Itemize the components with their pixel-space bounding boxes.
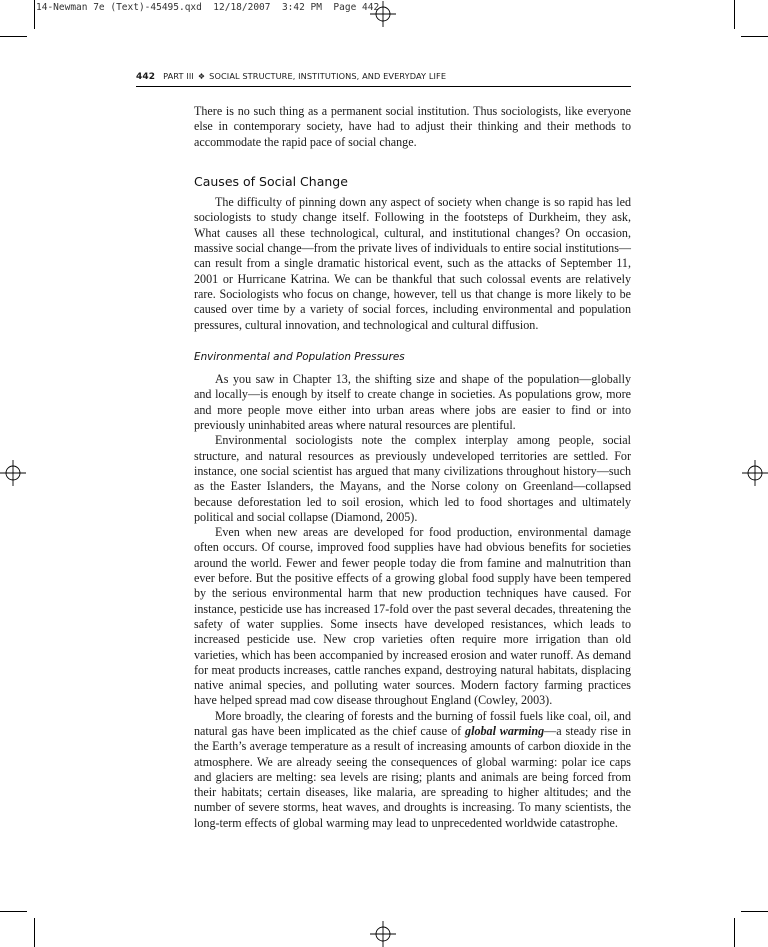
registration-mark-icon — [370, 921, 396, 947]
paragraph-text: —a steady rise in the Earth’s average temperature as a result of increasing amounts of carbon dioxide in the atmosphere. We are already seeing the consequences of global warming: polar ice caps and glaciers are melting: sea levels are rising; plants and animals are being forced from their habitats; certain diseases, like malaria, are spreading to higher altitudes; and the number of severe storms, heat waves, and droughts is increasing. To many scientists, the long-term effects of global warming may lead to unprecedented worldwide catastrophe. — [194, 723, 631, 830]
paragraph-text: More broadly, the clearing of forests and the burning of fossil fuels like coal, oil, and natural gas have been implicated as the chief cause of — [194, 708, 631, 738]
causes-paragraph: The difficulty of pinning down any aspect of society when change is so rapid has led sociologists to study change itself. Following in the footsteps of Durkheim, they ask, What causes all these technological, cultural, and institutional changes? On occasion, massive social change—from the private lives of individuals to entire social institutions—can result from a single dramatic historical event, such as the attacks of September 11, 2001 or Hurricane Katrina. We can be thankful that such colossal events are relatively rare. Sociologists who focus on change, however, tell us that change is more likely to be caused over time by a variety of social forces, including environmental and population pressures, cultural innovation, and technological and cultural diffusion. — [194, 195, 631, 332]
part-label: PART III — [163, 71, 194, 81]
crop-mark — [734, 0, 735, 29]
crop-mark — [0, 911, 27, 912]
page-number: 442 — [136, 72, 156, 82]
diamond-separator-icon: ❖ — [197, 72, 206, 81]
registration-mark-icon — [0, 460, 26, 486]
crop-mark — [0, 36, 27, 37]
body-paragraph: Even when new areas are developed for food production, environmental damage often occurs. Of course, improved food supplies have had obvious benefits for societies around the world. Fewer and fewer people today die from famine and malnutrition than ever before. But the positive effects of a growing global food supply have been tempered by the serious environmental harm that new production techniques have caused. For instance, pesticide use has increased 17-fold over the past several decades, threatening the safety of water supplies. Some insects have developed resistances, which leads to increased pesticide use. New crop varieties often require more irrigation than old varieties, which has been accompanied by increased erosion and water runoff. As demand for meat products increases, cattle ranches expand, destroying natural habitats, displacing native animal species, and polluting water sources. Modern factory farming practices have helped spread mad cow disease throughout England (Cowley, 2003). — [194, 525, 631, 708]
section-heading: Causes of Social Change — [194, 173, 348, 189]
printer-slug: 14-Newman 7e (Text)-45495.qxd 12/18/2007 3:42 PM Page 442 — [36, 2, 380, 13]
running-head — [136, 71, 631, 87]
crop-mark — [34, 0, 35, 29]
global-warming-paragraph — [194, 709, 631, 831]
crop-mark — [741, 36, 768, 37]
page-body — [194, 104, 631, 831]
intro-paragraph: There is no such thing as a permanent social institution. Thus sociologists, like everyone else in contemporary society, have had to adjust their thinking and their methods to accommodate the rapid pace of social change. — [194, 104, 631, 149]
subsection-heading: Environmental and Population Pressures — [194, 350, 405, 363]
crop-mark — [741, 911, 768, 912]
key-term: global warming — [465, 723, 545, 738]
body-paragraph: As you saw in Chapter 13, the shifting size and shape of the population—globally and locally—is enough by itself to create change in societies. As populations grow, more and more people move either into urban areas where jobs are easier to find or into previously uninhabited areas where natural resources are plentiful. — [194, 372, 631, 433]
registration-mark-icon — [370, 1, 396, 27]
crop-mark — [34, 918, 35, 947]
section-label: SOCIAL STRUCTURE, INSTITUTIONS, AND EVERYDAY LIFE — [209, 71, 447, 81]
registration-mark-icon — [742, 460, 768, 486]
body-paragraph: Environmental sociologists note the complex interplay among people, social structure, and natural resources as previously undeveloped territories are settled. For instance, one social scientist has argued that many civilizations throughout history—such as the Easter Islanders, the Mayans, and the Norse colony on Greenland—collapsed because deforestation led to soil erosion, which led to food shortages and ultimately political and social collapse (Diamond, 2005). — [194, 433, 631, 524]
crop-mark — [734, 918, 735, 947]
